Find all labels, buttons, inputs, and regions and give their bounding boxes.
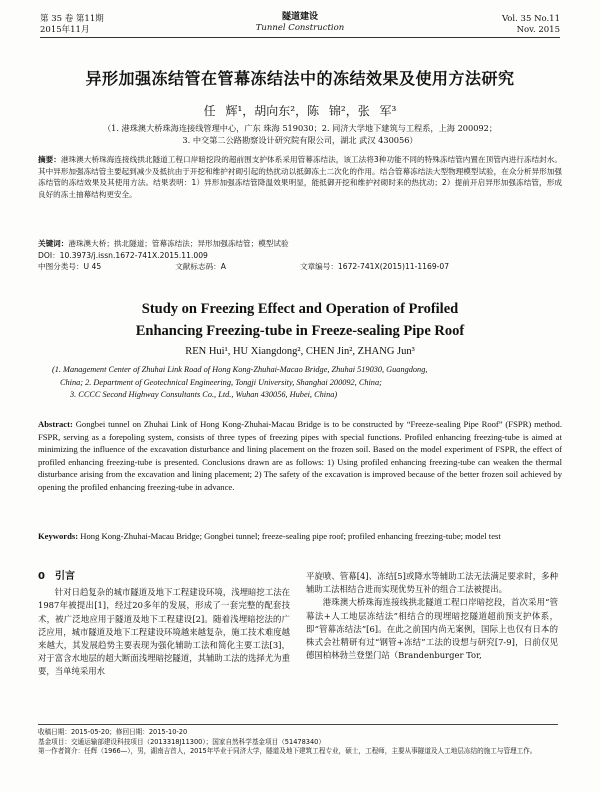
abstract-en-text: Gongbei tunnel on Zhuhai Link of Hong Kong-Zhuhai-Macau Bridge is to be constructed by “Freeze-sealing Pipe Roof” (FSPR) method. FSPR, serving as a forepoling system, consists of three types of freezing pipes with special functions. Profiled enhancing freezing-tube is aimed at minimizing the influence of the excavation disturbance and lining placement on the frozen soil. Based on the model experiment of FSPR, the effect of profiled enhancing freezing-tube is presented. Conclusions drawn are as follows: 1) Using profiled enhancing freezing-tube can weaken the thermal disturbance arising from the excavation and lining placement; 2) The safety of the excavation is improved because of the better frozen soil achieved by opening the profiled enhancing freezing-tube in advance. <box>38 419 562 492</box>
article-number: 文章编号：1672-741X(2015)11-1169-07 <box>299 262 450 271</box>
intro-paragraph-continued: 平旋喷、管幕[4]、冻结[5]或降水等辅助工法无法满足要求时，多种辅助工法相结合进而实现优势互补的组合工法被提出。 <box>306 571 558 595</box>
authors-en: REN Hui¹, HU Xiangdong², CHEN Jin², ZHANG Jun³ <box>185 346 415 357</box>
doi: DOI：10.3973/j.issn.1672-741X.2015.11.009 <box>38 250 208 260</box>
paper-title-en <box>0 298 600 342</box>
intro-paragraph: 针对日趋复杂的城市隧道及地下工程建设环境，浅埋暗挖工法在1987年被提出[1]，经过20多年的发展，形成了一套完整的配套技术，被广泛地应用于隧道及地下工程建设[2]。随着浅埋暗挖法的广泛应用，城市隧道及地下工程建设环境越来越复杂，施工技术难度越来越大，其发展趋势主要表现为强化辅助工法和简化主要工法[3]，对于富含水地层的超大断面浅埋暗挖隧道，其辅助工法的选择尤为重要，当单纯采用水 <box>38 587 290 677</box>
paper-title-zh: 异形加强冻结管在管幕冻结法中的冻结效果及使用方法研究 <box>85 69 515 88</box>
volume-issue-en: Vol. 35 No.11 <box>501 14 560 24</box>
footnote-author-bio: 第一作者简介：任辉（1966—），男，湖南吉首人，2015年毕业于同济大学，隧道及地下建筑工程专业，硕士，工程师，主要从事隧道及人工地层冻结的施工与管理工作。 <box>38 747 537 756</box>
keywords-en: Hong Kong-Zhuhai-Macau Bridge; Gongbei tunnel; freeze-sealing pipe roof; profiled enhancing freezing-tube; model test <box>80 531 501 541</box>
affiliation-en-line: China; 2. Department of Geotechnical Engineering, Tongji University, Shanghai 200092, China; <box>60 377 382 387</box>
abstract-zh-label: 摘要： <box>38 155 61 164</box>
abstract-zh-text: 港珠澳大桥珠海连接线拱北隧道工程口岸暗挖段的超前围支护体系采用管幕冻结法，该工法将3种功能不同的特殊冻结管内置在顶管内进行冻结封水。其中异形加强冻结管主要起到减少及抵抗由于开挖和维护衬砌引起的热扰动以抵御冻土二次化的作用。结合管幕冻结法大型物理模型试验，在众分析异形加强冻结管的冻结效果及其使用方法。结果表明：1）异形加强冻结管降温效果明显，能抵御开挖和维护衬砌时来的热扰动；2）提前开启异形加强冻结管，形成良好的冻土抽幕结构更安全。 <box>38 155 562 199</box>
title-en-line: Study on Freezing Effect and Operation of Profiled <box>141 301 459 317</box>
title-en-line: Enhancing Freezing-tube in Freeze-sealing Pipe Roof <box>135 323 465 339</box>
intro-paragraph: 港珠澳大桥珠海连接线拱北隧道工程口岸暗挖段，首次采用“管幕法+人工地层冻结法”相结合的现埋暗挖隧道超前预支护体系，即“管幕冻结法”[6]。在此之前国内尚无案例，国际上也仅有日本的株式会社精研有过“钢管+冻结”工法的设想与研究[7-9]，日前仅见德国柏林勃兰登堡门站（Brandenburger Tor, <box>306 597 558 661</box>
footnote-received-date: 收稿日期：2015-05-20；修回日期：2015-10-20 <box>38 728 188 736</box>
metadata-block <box>38 238 562 273</box>
affiliations-en <box>52 364 562 402</box>
section-heading-intro <box>38 570 290 583</box>
date-en: Nov. 2015 <box>516 25 560 35</box>
affiliation-en-line: (1. Management Center of Zhuhai Link Road of Hong Kong-Zhuhai-Macao Bridge, Zhuhai 519030, Guangdong, <box>52 365 428 374</box>
document-code: 文献标志码：A <box>175 262 226 271</box>
keywords-en-block <box>38 530 562 543</box>
footnote-divider <box>38 724 558 725</box>
volume-issue-zh: 第 35 卷 第11期 <box>40 14 104 24</box>
footnotes <box>38 728 562 757</box>
keywords-zh-label: 关键词： <box>38 239 69 248</box>
date-zh: 2015年11月 <box>40 25 90 35</box>
header-divider <box>40 37 560 38</box>
affiliations-zh <box>40 122 560 146</box>
keywords-zh: 港珠澳大桥；拱北隧道；管幕冻结法；异形加强冻结管；模型试验 <box>68 239 289 248</box>
body-column-left <box>38 570 290 679</box>
abstract-zh <box>38 154 562 200</box>
footnote-funding: 基金项目：交通运输部建设科技项目（2013318J11300）；国家自然科学基金项目（51478340） <box>38 737 325 746</box>
affiliation-zh-line: （1. 港珠澳大桥珠海连接线管理中心，广东 珠海 519030；2. 同济大学地下建筑与工程系，上海 200092； <box>102 123 498 133</box>
affiliation-en-line: 3. CCCC Second Highway Consultants Co., Ltd., Wuhan 430056, Hubei, China) <box>70 390 338 399</box>
section-title: 引言 <box>54 571 75 582</box>
running-header-right <box>502 14 560 36</box>
authors-zh: 任 辉¹，胡向东²，陈 锦²，张 军³ <box>203 104 397 118</box>
journal-name-en: Tunnel Construction <box>255 23 345 33</box>
keywords-en-label: Keywords: <box>38 531 79 541</box>
clc-number: 中图分类号：U 45 <box>38 262 102 271</box>
section-number: 0 <box>38 571 45 582</box>
body-column-right <box>306 570 558 662</box>
journal-name-zh: 隧道建设 <box>281 12 318 22</box>
affiliation-zh-line: 3. 中交第二公路勘察设计研究院有限公司，湖北 武汉 430056） <box>182 135 418 145</box>
abstract-en <box>38 418 562 494</box>
abstract-en-label: Abstract: <box>38 419 73 429</box>
